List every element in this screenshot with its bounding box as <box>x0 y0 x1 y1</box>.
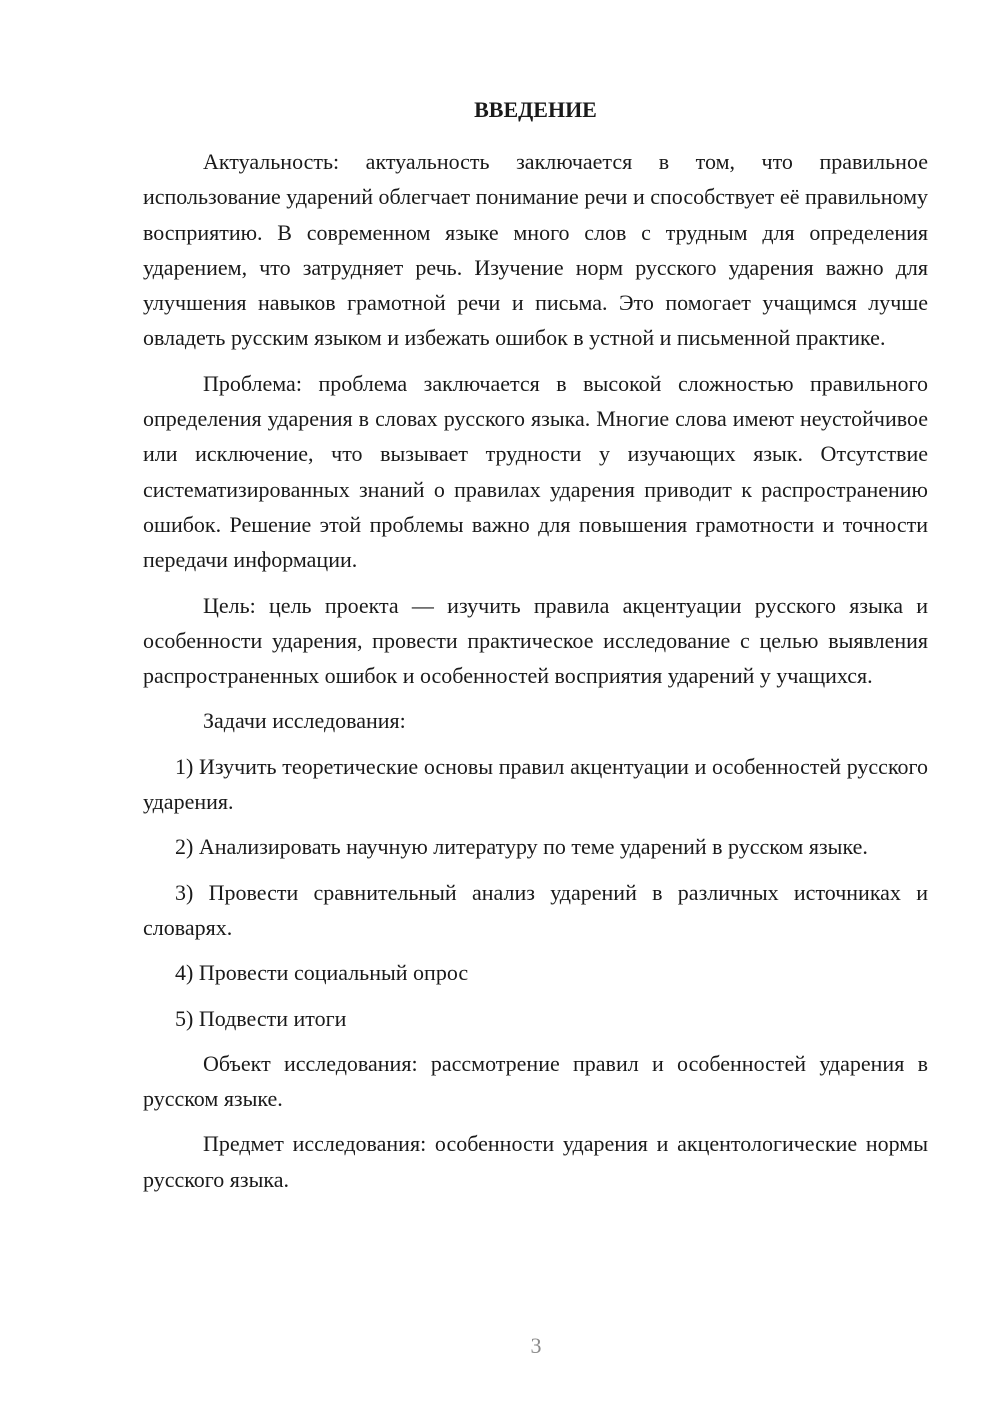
relevance-paragraph: Актуальность: актуальность заключается в том, что правильное использование ударений облегчает понимание речи и способствует её правильному восприятию. В современном языке много слов с трудным для определения ударением, что затрудняет речь. Изучение норм русского ударения важно для улучшения навыков грамотной речи и письма. Это помогает учащимся лучше овладеть русским языком и избежать ошибок в устной и письменной практике. <box>143 149 928 351</box>
page-number: 3 <box>530 1333 542 1358</box>
task-item-1: 1) Изучить теоретические основы правил акцентуации и особенностей русского ударения. <box>143 753 928 815</box>
task-item-4: 4) Провести социальный опрос <box>175 960 469 986</box>
section-heading: ВВЕДЕНИЕ <box>474 97 597 122</box>
task-item-5: 5) Подвести итоги <box>175 1005 347 1031</box>
tasks-title: Задачи исследования: <box>203 708 406 734</box>
problem-paragraph: Проблема: проблема заключается в высокой сложностью правильного определения ударения в словах русского языка. Многие слова имеют неустойчивое или исключение, что вызывает трудности у изучающих язык. Отсутствие систематизированных знаний о правилах ударения приводит к распространению ошибок. Решение этой проблемы важно для повышения грамотности и точности передачи информации. <box>143 370 928 573</box>
object-paragraph: Объект исследования: рассмотрение правил и особенностей ударения в русском языке. <box>143 1050 928 1112</box>
subject-paragraph: Предмет исследования: особенности ударения и акцентологические нормы русского языка. <box>143 1131 928 1192</box>
document-page <box>143 92 928 1207</box>
goal-paragraph: Цель: цель проекта — изучить правила акцентуации русского языка и особенности ударения, провести практическое исследование с целью выявления распространенных ошибок и особенностей восприятия ударений у учащихся. <box>143 592 928 689</box>
task-item-2: 2) Анализировать научную литературу по теме ударений в русском языке. <box>175 834 868 860</box>
task-item-3: 3) Провести сравнительный анализ ударений в различных источниках и словарях. <box>143 879 928 940</box>
